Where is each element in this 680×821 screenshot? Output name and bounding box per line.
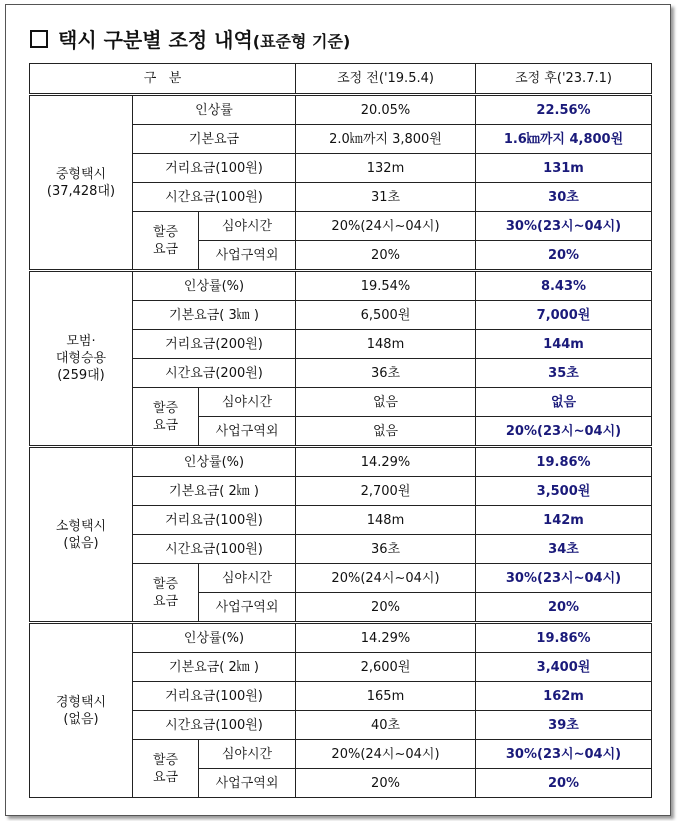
value-after: 30초 — [476, 183, 652, 212]
row-label: 시간요금(100원) — [133, 535, 296, 564]
value-before: 2.0㎞까지 3,800원 — [296, 125, 476, 154]
value-before: 14.29% — [296, 447, 476, 477]
surcharge-line: 할증 — [152, 224, 179, 240]
value-after: 131m — [476, 154, 652, 183]
header-after: 조정 후('23.7.1) — [476, 64, 652, 95]
value-before: 20% — [296, 593, 476, 623]
row-label: 인상률(%) — [133, 623, 296, 653]
section-name-deluxe — [30, 271, 133, 447]
value-after: 142m — [476, 506, 652, 535]
value-before: 없음 — [296, 388, 476, 417]
section-name-midsize — [30, 95, 133, 271]
value-after: 30%(23시~04시) — [476, 740, 652, 769]
value-after: 22.56% — [476, 95, 652, 125]
value-before: 20% — [296, 769, 476, 798]
value-before: 31초 — [296, 183, 476, 212]
section-name-line: 모범· — [66, 334, 96, 349]
fare-adjustment-table — [29, 63, 652, 798]
value-after: 162m — [476, 682, 652, 711]
value-before: 19.54% — [296, 271, 476, 301]
value-after: 144m — [476, 330, 652, 359]
section-name-line: 경형택시 — [55, 694, 107, 710]
row-label: 심야시간 — [199, 212, 296, 241]
value-before: 165m — [296, 682, 476, 711]
value-before: 20%(24시~04시) — [296, 212, 476, 241]
row-label: 시간요금(100원) — [133, 711, 296, 740]
row-label: 기본요금( 3㎞ ) — [133, 301, 296, 330]
surcharge-line: 요금 — [152, 417, 179, 433]
value-after: 20% — [476, 241, 652, 271]
value-before: 2,600원 — [296, 653, 476, 682]
value-after: 8.43% — [476, 271, 652, 301]
surcharge-line: 요금 — [152, 769, 179, 785]
value-before: 20%(24시~04시) — [296, 564, 476, 593]
value-after: 20%(23시~04시) — [476, 417, 652, 447]
row-label: 사업구역외 — [199, 593, 296, 623]
value-after: 20% — [476, 593, 652, 623]
header-category: 구 분 — [30, 64, 296, 95]
value-before: 14.29% — [296, 623, 476, 653]
value-before: 2,700원 — [296, 477, 476, 506]
header-before: 조정 전('19.5.4) — [296, 64, 476, 95]
row-label: 인상률 — [133, 95, 296, 125]
row-label: 심야시간 — [199, 564, 296, 593]
row-label: 심야시간 — [199, 740, 296, 769]
value-before: 36초 — [296, 535, 476, 564]
title-sub: (표준형 기준) — [252, 32, 351, 51]
value-after: 34초 — [476, 535, 652, 564]
row-label: 기본요금( 2㎞ ) — [133, 477, 296, 506]
section-name-line: (없음) — [63, 535, 99, 551]
value-after: 19.86% — [476, 623, 652, 653]
section-name-light — [30, 623, 133, 798]
header-row — [30, 64, 652, 95]
value-after: 3,500원 — [476, 477, 652, 506]
row-label: 시간요금(200원) — [133, 359, 296, 388]
row-label: 거리요금(100원) — [133, 506, 296, 535]
section-name-line: 소형택시 — [55, 518, 107, 534]
value-after: 20% — [476, 769, 652, 798]
row-label: 인상률(%) — [133, 447, 296, 477]
section-name-line: 중형택시 — [55, 166, 107, 182]
row-label: 심야시간 — [199, 388, 296, 417]
value-before: 36초 — [296, 359, 476, 388]
value-after: 1.6㎞까지 4,800원 — [476, 125, 652, 154]
row-label: 사업구역외 — [199, 417, 296, 447]
checkbox-bullet-icon — [30, 30, 48, 48]
surcharge-group-label — [133, 212, 199, 271]
value-before: 148m — [296, 330, 476, 359]
surcharge-line: 요금 — [152, 593, 179, 609]
row-label: 거리요금(200원) — [133, 330, 296, 359]
row-label: 거리요금(100원) — [133, 154, 296, 183]
surcharge-group-label — [133, 564, 199, 623]
value-after: 3,400원 — [476, 653, 652, 682]
surcharge-line: 할증 — [152, 752, 179, 768]
value-before: 148m — [296, 506, 476, 535]
section-name-line: (없음) — [63, 711, 99, 727]
table-row — [30, 271, 652, 301]
row-label: 사업구역외 — [199, 241, 296, 271]
value-before: 20.05% — [296, 95, 476, 125]
value-after: 없음 — [476, 388, 652, 417]
page-title — [30, 24, 350, 53]
value-before: 6,500원 — [296, 301, 476, 330]
row-label: 거리요금(100원) — [133, 682, 296, 711]
row-label: 시간요금(100원) — [133, 183, 296, 212]
table-row — [30, 95, 652, 125]
section-name-compact — [30, 447, 133, 623]
value-after: 7,000원 — [476, 301, 652, 330]
section-name-line: (37,428대) — [46, 183, 116, 199]
table-row — [30, 623, 652, 653]
surcharge-line: 요금 — [152, 241, 179, 257]
value-after: 30%(23시~04시) — [476, 212, 652, 241]
section-name-line: (259대) — [57, 368, 105, 383]
surcharge-group-label — [133, 388, 199, 447]
surcharge-line: 할증 — [152, 400, 179, 416]
value-after: 30%(23시~04시) — [476, 564, 652, 593]
value-before: 20% — [296, 241, 476, 271]
value-before: 40초 — [296, 711, 476, 740]
section-name-line: 대형승용 — [55, 351, 107, 366]
value-after: 35초 — [476, 359, 652, 388]
row-label: 사업구역외 — [199, 769, 296, 798]
surcharge-line: 할증 — [152, 576, 179, 592]
table-row — [30, 447, 652, 477]
value-before: 없음 — [296, 417, 476, 447]
value-after: 39초 — [476, 711, 652, 740]
value-after: 19.86% — [476, 447, 652, 477]
value-before: 20%(24시~04시) — [296, 740, 476, 769]
row-label: 인상률(%) — [133, 271, 296, 301]
row-label: 기본요금( 2㎞ ) — [133, 653, 296, 682]
row-label: 기본요금 — [133, 125, 296, 154]
surcharge-group-label — [133, 740, 199, 798]
value-before: 132m — [296, 154, 476, 183]
title-main: 택시 구분별 조정 내역 — [58, 28, 253, 52]
